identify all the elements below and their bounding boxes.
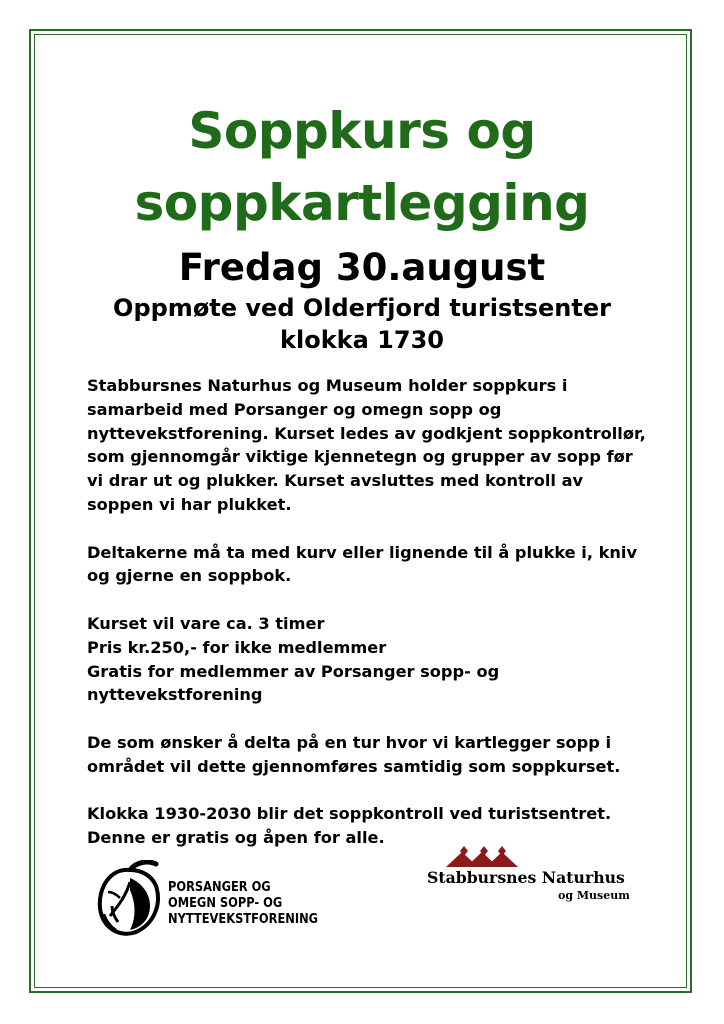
body-line: Pris kr.250,- for ikke medlemmer bbox=[87, 637, 387, 657]
leaf-logo-icon bbox=[96, 860, 166, 940]
body-line: Kurset vil vare ca. 3 timer bbox=[87, 613, 325, 633]
roofs-logo-icon bbox=[446, 846, 518, 868]
body-line: og gjerne en soppbok. bbox=[87, 566, 292, 586]
porsanger-logo bbox=[96, 860, 336, 940]
body-line: Klokka 1930-2030 blir det soppkontroll ved turistsentret. bbox=[87, 804, 612, 824]
body-line: Stabbursnes Naturhus og Museum holder soppkurs i bbox=[87, 376, 568, 395]
paragraph-equipment bbox=[87, 541, 667, 589]
body-line: Gratis for medlemmer av Porsanger sopp- og bbox=[87, 661, 500, 681]
porsanger-line-2: OMEGN SOPP- OG bbox=[168, 896, 283, 911]
porsanger-line-1: PORSANGER OG bbox=[168, 880, 271, 895]
meeting-time: klokka 1730 bbox=[280, 326, 444, 354]
body-line: Denne er gratis og åpen for alle. bbox=[87, 828, 385, 848]
stabbursnes-logo bbox=[424, 846, 639, 906]
body-line: området vil dette gjennomføres samtidig som soppkurset. bbox=[87, 756, 621, 776]
poster-body bbox=[87, 374, 667, 874]
event-date: Fredag 30.august bbox=[178, 246, 546, 289]
stabbursnes-sub: og Museum bbox=[558, 889, 630, 902]
meeting-location: Oppmøte ved Olderfjord turistsenter bbox=[113, 294, 611, 322]
poster-title bbox=[0, 95, 724, 239]
porsanger-name bbox=[168, 880, 318, 928]
title-line-1: Soppkurs og bbox=[188, 102, 536, 160]
paragraph-course-info bbox=[87, 374, 667, 517]
body-line: vi drar ut og plukker. Kurset avsluttes med kontroll av bbox=[87, 471, 584, 491]
porsanger-line-3: NYTTEVEKSTFORENING bbox=[168, 912, 319, 927]
body-line: som gjennomgår viktige kjennetegn og grupper av sopp før bbox=[87, 447, 633, 467]
stabbursnes-name: Stabbursnes Naturhus bbox=[427, 868, 625, 887]
body-line: nyttevekstforening. Kurset ledes av godkjent soppkontrollør, bbox=[87, 423, 646, 443]
body-line: samarbeid med Porsanger og omegn sopp og bbox=[87, 399, 502, 419]
title-line-2: soppkartlegging bbox=[134, 174, 590, 232]
paragraph-price bbox=[87, 612, 667, 707]
meeting-info bbox=[0, 292, 724, 356]
paragraph-mapping bbox=[87, 731, 667, 779]
paragraph-control bbox=[87, 802, 667, 850]
body-line: nyttevekstforening bbox=[87, 685, 263, 705]
body-line: De som ønsker å delta på en tur hvor vi kartlegger sopp i bbox=[87, 732, 612, 752]
body-line: soppen vi har plukket. bbox=[87, 494, 292, 514]
body-line: Deltakerne må ta med kurv eller lignende til å plukke i, kniv bbox=[87, 542, 638, 562]
